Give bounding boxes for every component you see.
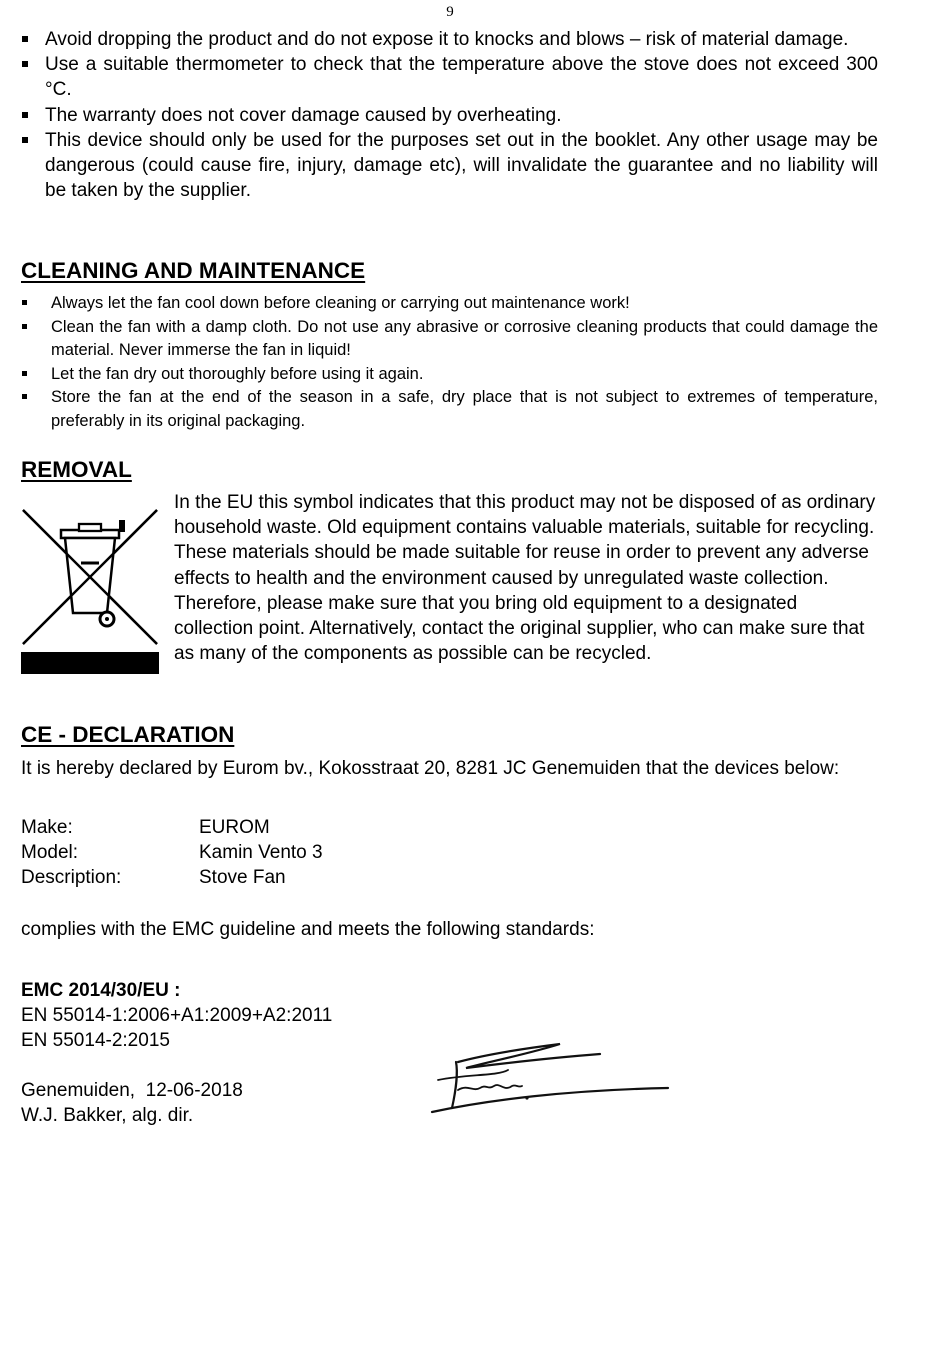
model-value: Kamin Vento 3 bbox=[199, 842, 323, 863]
standard-2: EN 55014-2:2015 bbox=[21, 1030, 170, 1051]
declaration-heading: CE - DECLARATION bbox=[21, 722, 235, 747]
make-label: Make: bbox=[21, 817, 73, 838]
declaration-intro: It is hereby declared by Eurom bv., Kokosstraat 20, 8281 JC Genemuiden that the devices below: bbox=[21, 758, 840, 779]
list-item: Use a suitable thermometer to check that the temperature above the stove does not exceed 300 °C. bbox=[21, 52, 878, 102]
emc-heading: EMC 2014/30/EU : bbox=[21, 980, 181, 1001]
make-value: EUROM bbox=[199, 817, 270, 838]
list-item: This device should only be used for the purposes set out in the booklet. Any other usage may be dangerous (could cause fire, injury, damage etc), will invalidate the guarantee and no liability will be taken by the supplier. bbox=[21, 128, 878, 204]
removal-heading: REMOVAL bbox=[21, 457, 132, 482]
compliance-statement: complies with the EMC guideline and meets the following standards: bbox=[21, 919, 595, 940]
standard-1: EN 55014-1:2006+A1:2009+A2:2011 bbox=[21, 1005, 333, 1026]
description-value: Stove Fan bbox=[199, 867, 286, 888]
list-item: Store the fan at the end of the season in a safe, dry place that is not subject to extremes of temperature, preferably in its original packaging. bbox=[21, 386, 878, 433]
signatory: W.J. Bakker, alg. dir. bbox=[21, 1105, 194, 1126]
list-item: Let the fan dry out thoroughly before using it again. bbox=[21, 363, 878, 387]
crossed-out-wheelie-bin-icon bbox=[21, 508, 159, 674]
list-item: Always let the fan cool down before cleaning or carrying out maintenance work! bbox=[21, 292, 878, 316]
cleaning-heading: CLEANING AND MAINTENANCE bbox=[21, 258, 366, 283]
page-number: 9 bbox=[446, 4, 454, 20]
description-label: Description: bbox=[21, 867, 122, 888]
list-item: Clean the fan with a damp cloth. Do not use any abrasive or corrosive cleaning products that could damage the material. Never immerse the fan in liquid! bbox=[21, 316, 878, 363]
list-item: The warranty does not cover damage caused by overheating. bbox=[21, 103, 878, 128]
removal-text: In the EU this symbol indicates that this product may not be disposed of as ordinary household waste. Old equipment contains valuable materials, suitable for recycling. These materials should be made suitable for reuse in order to prevent any adverse effects to health and the environment caused by unregulated waste collection. Therefore, please make sure that you bring old equipment to a designated collection point. Alternatively, contact the original supplier, who can make sure that as many of the components as possible can be recycled. bbox=[174, 492, 876, 665]
list-item: Avoid dropping the product and do not expose it to knocks and blows – risk of material damage. bbox=[21, 27, 878, 52]
place-date: Genemuiden, 12-06-2018 bbox=[21, 1080, 243, 1101]
cleaning-list bbox=[21, 292, 878, 434]
signature-icon bbox=[428, 1040, 678, 1120]
safety-list bbox=[21, 27, 878, 203]
model-label: Model: bbox=[21, 842, 79, 863]
